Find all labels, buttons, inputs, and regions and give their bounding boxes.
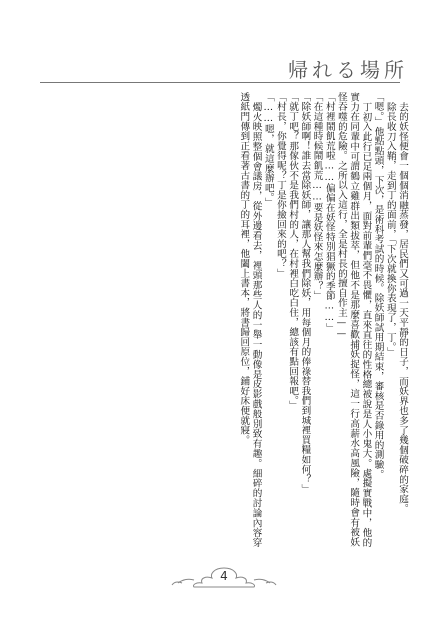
paragraph: 「村裡鬧飢荒啦……偏偏在妖怪特別猖獗的季節……」 bbox=[323, 92, 335, 333]
running-header-title: 帰れる場所 bbox=[288, 58, 408, 82]
page-number: 4 bbox=[220, 569, 228, 583]
header-rule bbox=[40, 82, 400, 83]
paragraph: 丁初入此行已足兩個月，面對前輩們毫不畏懼，直來直往的性格總被說是人小鬼大。處擬實戰中，他的實力在同輩中可謂鶴立雞群出類拔萃，但他不是那麼喜歡捕妖捉怪，這一行高薪水高風險，隨時會有被妖怪吞噬的危險。之所以入這行，全是村長的擅自作主—— bbox=[335, 92, 372, 547]
paragraph: 燭火映照整個會議房，從外邊看去，裡頭那些人的一舉一動像是皮影戲般別致有趣。細碎的討論內容穿透紙門傳到正看著古書的丁的耳裡，他闔上書本，將書歸回原位，鋪好床便就寢。 bbox=[238, 92, 262, 547]
paragraph: 「就丁吧？那傢伙不是我們村的人，在村裡白吃白住，總該有點回報吧。」 bbox=[287, 92, 299, 411]
paragraph: 除長收刀入鞘，走到丁的面前，「下次就換你表現了，丁。」 bbox=[384, 101, 396, 357]
paragraph: 「嗯。」他點點頭，下次，是術科考試的時候。除妖師試用期結束，審核是否錄用的測驗。 bbox=[372, 92, 384, 480]
paragraph: 「除妖師啊！誰去當除妖師，讓那人幫我們除妖，用每個月的俸祿替我們到城裡買糧如何？」 bbox=[299, 92, 311, 494]
page-footer bbox=[0, 566, 448, 592]
paragraph: 「村長，你覺得呢？丁是你撿回來的吧？」 bbox=[274, 92, 286, 279]
paragraph: 「在這種時候鬧飢荒……要是妖怪來怎麼辦？」 bbox=[311, 92, 323, 301]
paragraph: 「……嗯，就這麼辦吧。」 bbox=[262, 92, 274, 208]
paragraph: 去的妖怪便會一個個消融蒸發，居民們又可過一天平靜的日子，而妖界也多了幾個破碎的家庭。 bbox=[397, 101, 408, 514]
body-text bbox=[68, 92, 408, 547]
